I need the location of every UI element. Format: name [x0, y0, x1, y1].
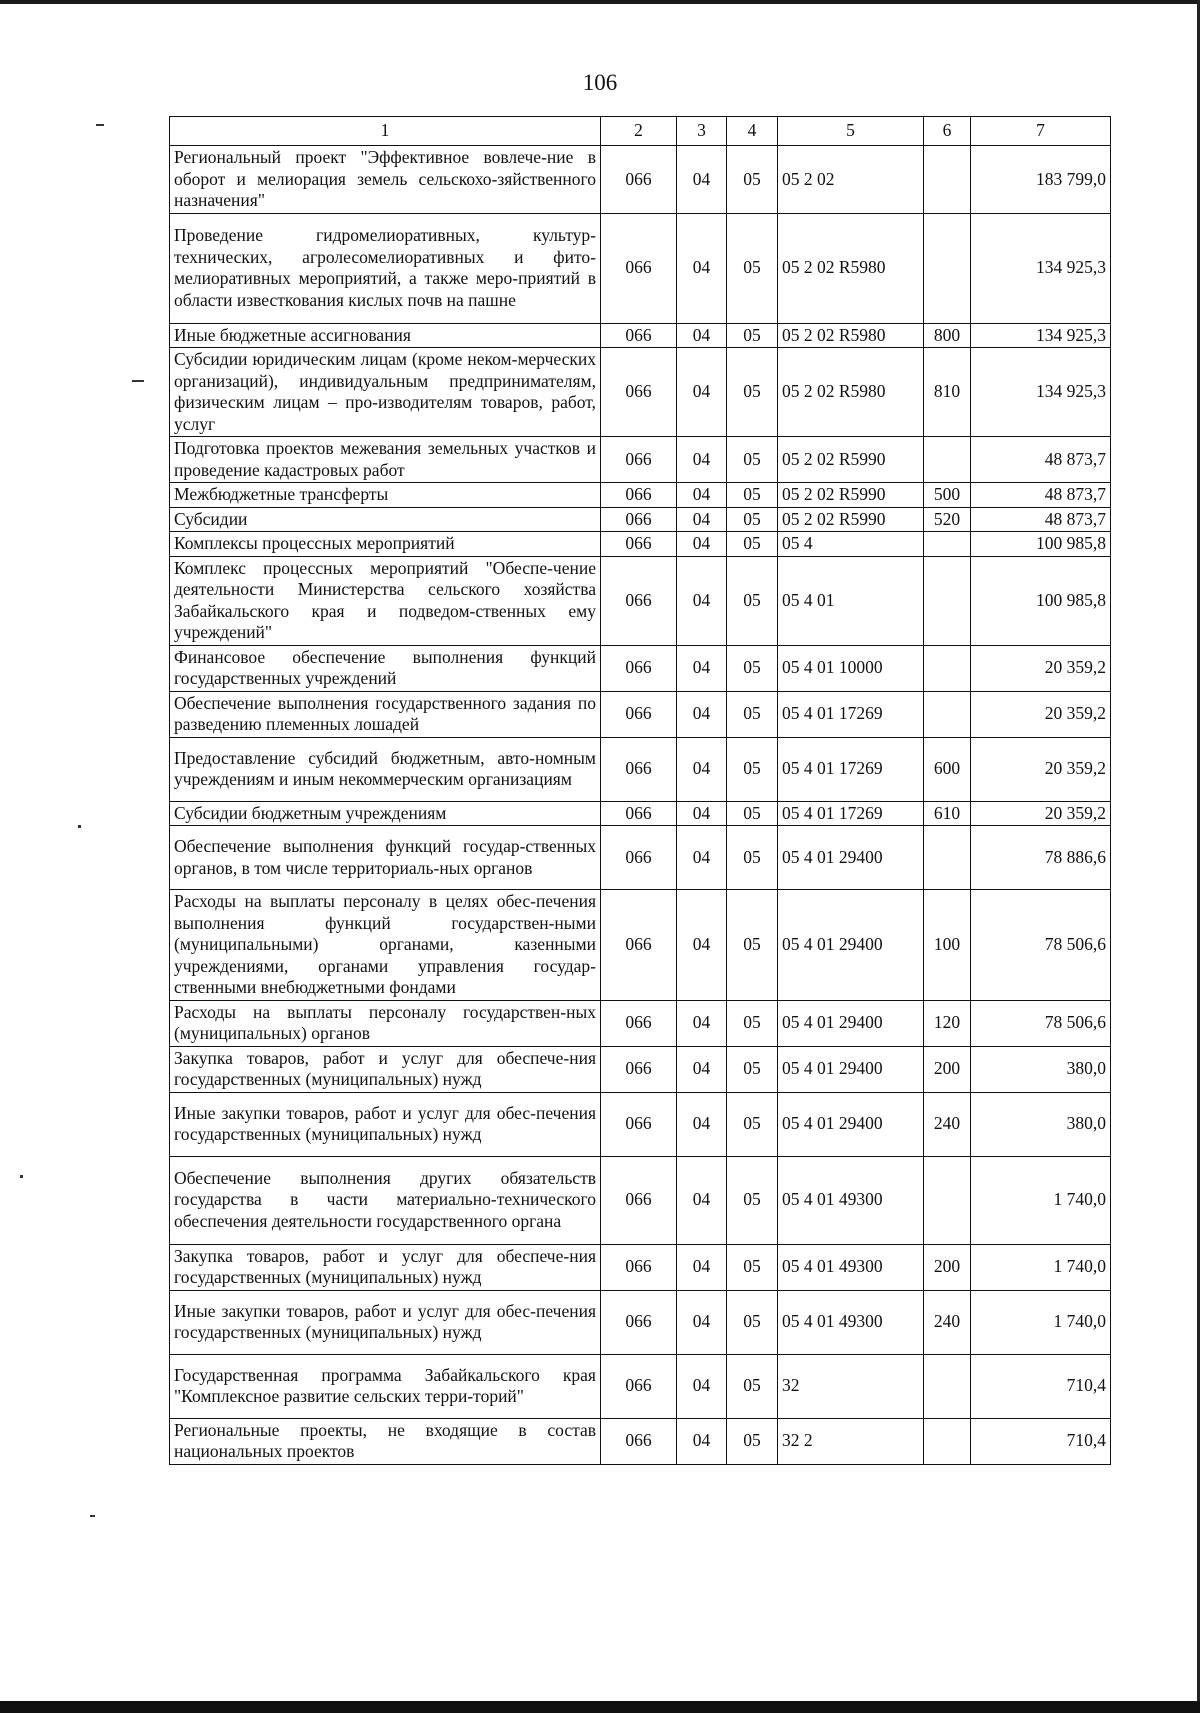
target-article-code: 05 2 02	[778, 146, 924, 214]
row-description: Субсидии юридическим лицам (кроме неком-мерческих организаций), индивидуальным предпринимателям, физическим лицам – про-изводителям товаров, работ, услуг	[170, 348, 601, 437]
scan-speck	[96, 124, 104, 126]
target-article-code: 05 4 01 29400	[778, 1000, 924, 1046]
section-code: 04	[677, 890, 727, 1001]
subsection-code: 05	[727, 737, 778, 801]
section-code: 04	[677, 1046, 727, 1092]
amount-value: 20 359,2	[971, 801, 1111, 826]
subsection-code: 05	[727, 826, 778, 890]
target-article-code: 05 2 02 R5990	[778, 507, 924, 532]
row-description: Обеспечение выполнения функций государ-ственных органов, в том числе территориаль-ных органов	[170, 826, 601, 890]
admin-code: 066	[601, 146, 677, 214]
table-row	[170, 507, 1111, 532]
expense-type-code: 500	[924, 483, 971, 508]
subsection-code: 05	[727, 1156, 778, 1244]
amount-value: 1 740,0	[971, 1156, 1111, 1244]
amount-value: 100 985,8	[971, 532, 1111, 557]
table-row	[170, 801, 1111, 826]
admin-code: 066	[601, 1156, 677, 1244]
admin-code: 066	[601, 1046, 677, 1092]
subsection-code: 05	[727, 437, 778, 483]
section-code: 04	[677, 1290, 727, 1354]
target-article-code: 05 4 01 17269	[778, 691, 924, 737]
expense-type-code: 800	[924, 323, 971, 348]
target-article-code: 05 2 02 R5980	[778, 348, 924, 437]
table-row	[170, 1000, 1111, 1046]
row-description: Проведение гидромелиоративных, культур-технических, агролесомелиоративных и фито-мелиоративных мероприятий, а также меро-приятий в области известкования кислых почв на пашне	[170, 213, 601, 323]
expense-type-code: 120	[924, 1000, 971, 1046]
column-header: 2	[601, 117, 677, 146]
section-code: 04	[677, 348, 727, 437]
subsection-code: 05	[727, 507, 778, 532]
table-row	[170, 348, 1111, 437]
section-code: 04	[677, 556, 727, 645]
row-description: Подготовка проектов межевания земельных участков и проведение кадастровых работ	[170, 437, 601, 483]
admin-code: 066	[601, 1000, 677, 1046]
subsection-code: 05	[727, 146, 778, 214]
section-code: 04	[677, 1354, 727, 1418]
admin-code: 066	[601, 1290, 677, 1354]
table-row	[170, 645, 1111, 691]
table-row	[170, 146, 1111, 214]
admin-code: 066	[601, 532, 677, 557]
row-description: Расходы на выплаты персоналу государствен-ных (муниципальных) органов	[170, 1000, 601, 1046]
table-row	[170, 1046, 1111, 1092]
subsection-code: 05	[727, 483, 778, 508]
target-article-code: 32 2	[778, 1418, 924, 1464]
target-article-code: 32	[778, 1354, 924, 1418]
row-description: Иные закупки товаров, работ и услуг для обес-печения государственных (муниципальных) нужд	[170, 1290, 601, 1354]
section-code: 04	[677, 507, 727, 532]
amount-value: 20 359,2	[971, 645, 1111, 691]
subsection-code: 05	[727, 890, 778, 1001]
row-description: Межбюджетные трансферты	[170, 483, 601, 508]
target-article-code: 05 4 01 29400	[778, 826, 924, 890]
column-header: 7	[971, 117, 1111, 146]
scan-speck	[78, 825, 81, 828]
admin-code: 066	[601, 323, 677, 348]
scan-edge-bottom	[0, 1701, 1200, 1713]
amount-value: 1 740,0	[971, 1244, 1111, 1290]
budget-table	[169, 116, 1111, 1465]
expense-type-code	[924, 146, 971, 214]
admin-code: 066	[601, 691, 677, 737]
admin-code: 066	[601, 890, 677, 1001]
section-code: 04	[677, 1418, 727, 1464]
target-article-code: 05 2 02 R5990	[778, 437, 924, 483]
table-row	[170, 737, 1111, 801]
amount-value: 48 873,7	[971, 507, 1111, 532]
section-code: 04	[677, 1244, 727, 1290]
amount-value: 100 985,8	[971, 556, 1111, 645]
row-description: Государственная программа Забайкальского края "Комплексное развитие сельских терри-торий"	[170, 1354, 601, 1418]
table-row	[170, 1092, 1111, 1156]
scan-speck	[90, 1515, 95, 1517]
amount-value: 134 925,3	[971, 348, 1111, 437]
table-row	[170, 826, 1111, 890]
target-article-code: 05 2 02 R5980	[778, 213, 924, 323]
amount-value: 78 506,6	[971, 890, 1111, 1001]
amount-value: 380,0	[971, 1046, 1111, 1092]
expense-type-code: 610	[924, 801, 971, 826]
table-row	[170, 890, 1111, 1001]
table-row	[170, 691, 1111, 737]
expense-type-code	[924, 826, 971, 890]
amount-value: 380,0	[971, 1092, 1111, 1156]
subsection-code: 05	[727, 1092, 778, 1156]
amount-value: 1 740,0	[971, 1290, 1111, 1354]
expense-type-code	[924, 1354, 971, 1418]
subsection-code: 05	[727, 348, 778, 437]
amount-value: 20 359,2	[971, 737, 1111, 801]
subsection-code: 05	[727, 1244, 778, 1290]
expense-type-code: 240	[924, 1290, 971, 1354]
header-row	[170, 117, 1111, 146]
expense-type-code	[924, 1418, 971, 1464]
expense-type-code	[924, 213, 971, 323]
section-code: 04	[677, 826, 727, 890]
expense-type-code	[924, 437, 971, 483]
row-description: Субсидии	[170, 507, 601, 532]
expense-type-code	[924, 556, 971, 645]
expense-type-code	[924, 645, 971, 691]
section-code: 04	[677, 691, 727, 737]
section-code: 04	[677, 483, 727, 508]
column-header: 6	[924, 117, 971, 146]
expense-type-code: 600	[924, 737, 971, 801]
target-article-code: 05 4 01 49300	[778, 1244, 924, 1290]
subsection-code: 05	[727, 323, 778, 348]
subsection-code: 05	[727, 1418, 778, 1464]
row-description: Региональный проект "Эффективное вовлече-ние в оборот и мелиорация земель сельскохо-зяйственного назначения"	[170, 146, 601, 214]
section-code: 04	[677, 1092, 727, 1156]
admin-code: 066	[601, 1092, 677, 1156]
column-header: 1	[170, 117, 601, 146]
subsection-code: 05	[727, 1046, 778, 1092]
row-description: Иные бюджетные ассигнования	[170, 323, 601, 348]
target-article-code: 05 4 01 49300	[778, 1156, 924, 1244]
admin-code: 066	[601, 348, 677, 437]
table-row	[170, 1156, 1111, 1244]
admin-code: 066	[601, 1354, 677, 1418]
admin-code: 066	[601, 737, 677, 801]
expense-type-code: 240	[924, 1092, 971, 1156]
row-description: Закупка товаров, работ и услуг для обеспече-ния государственных (муниципальных) нужд	[170, 1244, 601, 1290]
target-article-code: 05 4 01	[778, 556, 924, 645]
subsection-code: 05	[727, 1000, 778, 1046]
column-header: 4	[727, 117, 778, 146]
target-article-code: 05 4 01 10000	[778, 645, 924, 691]
target-article-code: 05 4 01 17269	[778, 801, 924, 826]
table-row	[170, 1244, 1111, 1290]
expense-type-code: 200	[924, 1244, 971, 1290]
expense-type-code	[924, 691, 971, 737]
row-description: Предоставление субсидий бюджетным, авто-номным учреждениям и иным некоммерческим организациям	[170, 737, 601, 801]
target-article-code: 05 4	[778, 532, 924, 557]
table-row	[170, 483, 1111, 508]
amount-value: 134 925,3	[971, 323, 1111, 348]
admin-code: 066	[601, 437, 677, 483]
admin-code: 066	[601, 645, 677, 691]
target-article-code: 05 4 01 29400	[778, 890, 924, 1001]
column-header: 3	[677, 117, 727, 146]
amount-value: 20 359,2	[971, 691, 1111, 737]
admin-code: 066	[601, 826, 677, 890]
section-code: 04	[677, 213, 727, 323]
target-article-code: 05 4 01 29400	[778, 1092, 924, 1156]
expense-type-code: 100	[924, 890, 971, 1001]
amount-value: 710,4	[971, 1418, 1111, 1464]
section-code: 04	[677, 801, 727, 826]
section-code: 04	[677, 737, 727, 801]
admin-code: 066	[601, 1418, 677, 1464]
scan-speck	[132, 380, 144, 382]
row-description: Региональные проекты, не входящие в состав национальных проектов	[170, 1418, 601, 1464]
row-description: Закупка товаров, работ и услуг для обеспече-ния государственных (муниципальных) нужд	[170, 1046, 601, 1092]
amount-value: 710,4	[971, 1354, 1111, 1418]
target-article-code: 05 4 01 17269	[778, 737, 924, 801]
admin-code: 066	[601, 556, 677, 645]
row-description: Комплекс процессных мероприятий "Обеспе-чение деятельности Министерства сельского хозяйства Забайкальского края и подведом-ственных ему учреждений"	[170, 556, 601, 645]
subsection-code: 05	[727, 532, 778, 557]
admin-code: 066	[601, 213, 677, 323]
subsection-code: 05	[727, 213, 778, 323]
scan-speck	[20, 1175, 23, 1178]
table-row	[170, 1290, 1111, 1354]
section-code: 04	[677, 323, 727, 348]
section-code: 04	[677, 532, 727, 557]
subsection-code: 05	[727, 1354, 778, 1418]
table-row	[170, 556, 1111, 645]
page-number: 106	[582, 70, 618, 95]
amount-value: 134 925,3	[971, 213, 1111, 323]
column-header: 5	[778, 117, 924, 146]
section-code: 04	[677, 645, 727, 691]
row-description: Обеспечение выполнения государственного задания по разведению племенных лошадей	[170, 691, 601, 737]
target-article-code: 05 4 01 49300	[778, 1290, 924, 1354]
subsection-code: 05	[727, 1290, 778, 1354]
row-description: Субсидии бюджетным учреждениям	[170, 801, 601, 826]
expense-type-code: 200	[924, 1046, 971, 1092]
table-row	[170, 323, 1111, 348]
row-description: Расходы на выплаты персоналу в целях обес-печения выполнения функций государствен-ными (муниципальными) органами, казенными учреждениями, органами управления государ-ственными внебюджетными фондами	[170, 890, 601, 1001]
admin-code: 066	[601, 483, 677, 508]
amount-value: 48 873,7	[971, 437, 1111, 483]
row-description: Иные закупки товаров, работ и услуг для обес-печения государственных (муниципальных) нужд	[170, 1092, 601, 1156]
admin-code: 066	[601, 801, 677, 826]
target-article-code: 05 4 01 29400	[778, 1046, 924, 1092]
scan-edge-top	[0, 0, 1200, 4]
section-code: 04	[677, 437, 727, 483]
table-row	[170, 1418, 1111, 1464]
subsection-code: 05	[727, 556, 778, 645]
admin-code: 066	[601, 507, 677, 532]
target-article-code: 05 2 02 R5990	[778, 483, 924, 508]
table-row	[170, 437, 1111, 483]
expense-type-code: 520	[924, 507, 971, 532]
row-description: Комплексы процессных мероприятий	[170, 532, 601, 557]
section-code: 04	[677, 1156, 727, 1244]
subsection-code: 05	[727, 645, 778, 691]
table-row	[170, 1354, 1111, 1418]
table-row	[170, 532, 1111, 557]
section-code: 04	[677, 146, 727, 214]
target-article-code: 05 2 02 R5980	[778, 323, 924, 348]
admin-code: 066	[601, 1244, 677, 1290]
amount-value: 78 506,6	[971, 1000, 1111, 1046]
expense-type-code	[924, 1156, 971, 1244]
expense-type-code	[924, 532, 971, 557]
amount-value: 78 886,6	[971, 826, 1111, 890]
expense-type-code: 810	[924, 348, 971, 437]
subsection-code: 05	[727, 801, 778, 826]
row-description: Обеспечение выполнения других обязательств государства в части материально-технического обеспечения деятельности государственного органа	[170, 1156, 601, 1244]
subsection-code: 05	[727, 691, 778, 737]
table-row	[170, 213, 1111, 323]
row-description: Финансовое обеспечение выполнения функций государственных учреждений	[170, 645, 601, 691]
section-code: 04	[677, 1000, 727, 1046]
amount-value: 48 873,7	[971, 483, 1111, 508]
amount-value: 183 799,0	[971, 146, 1111, 214]
